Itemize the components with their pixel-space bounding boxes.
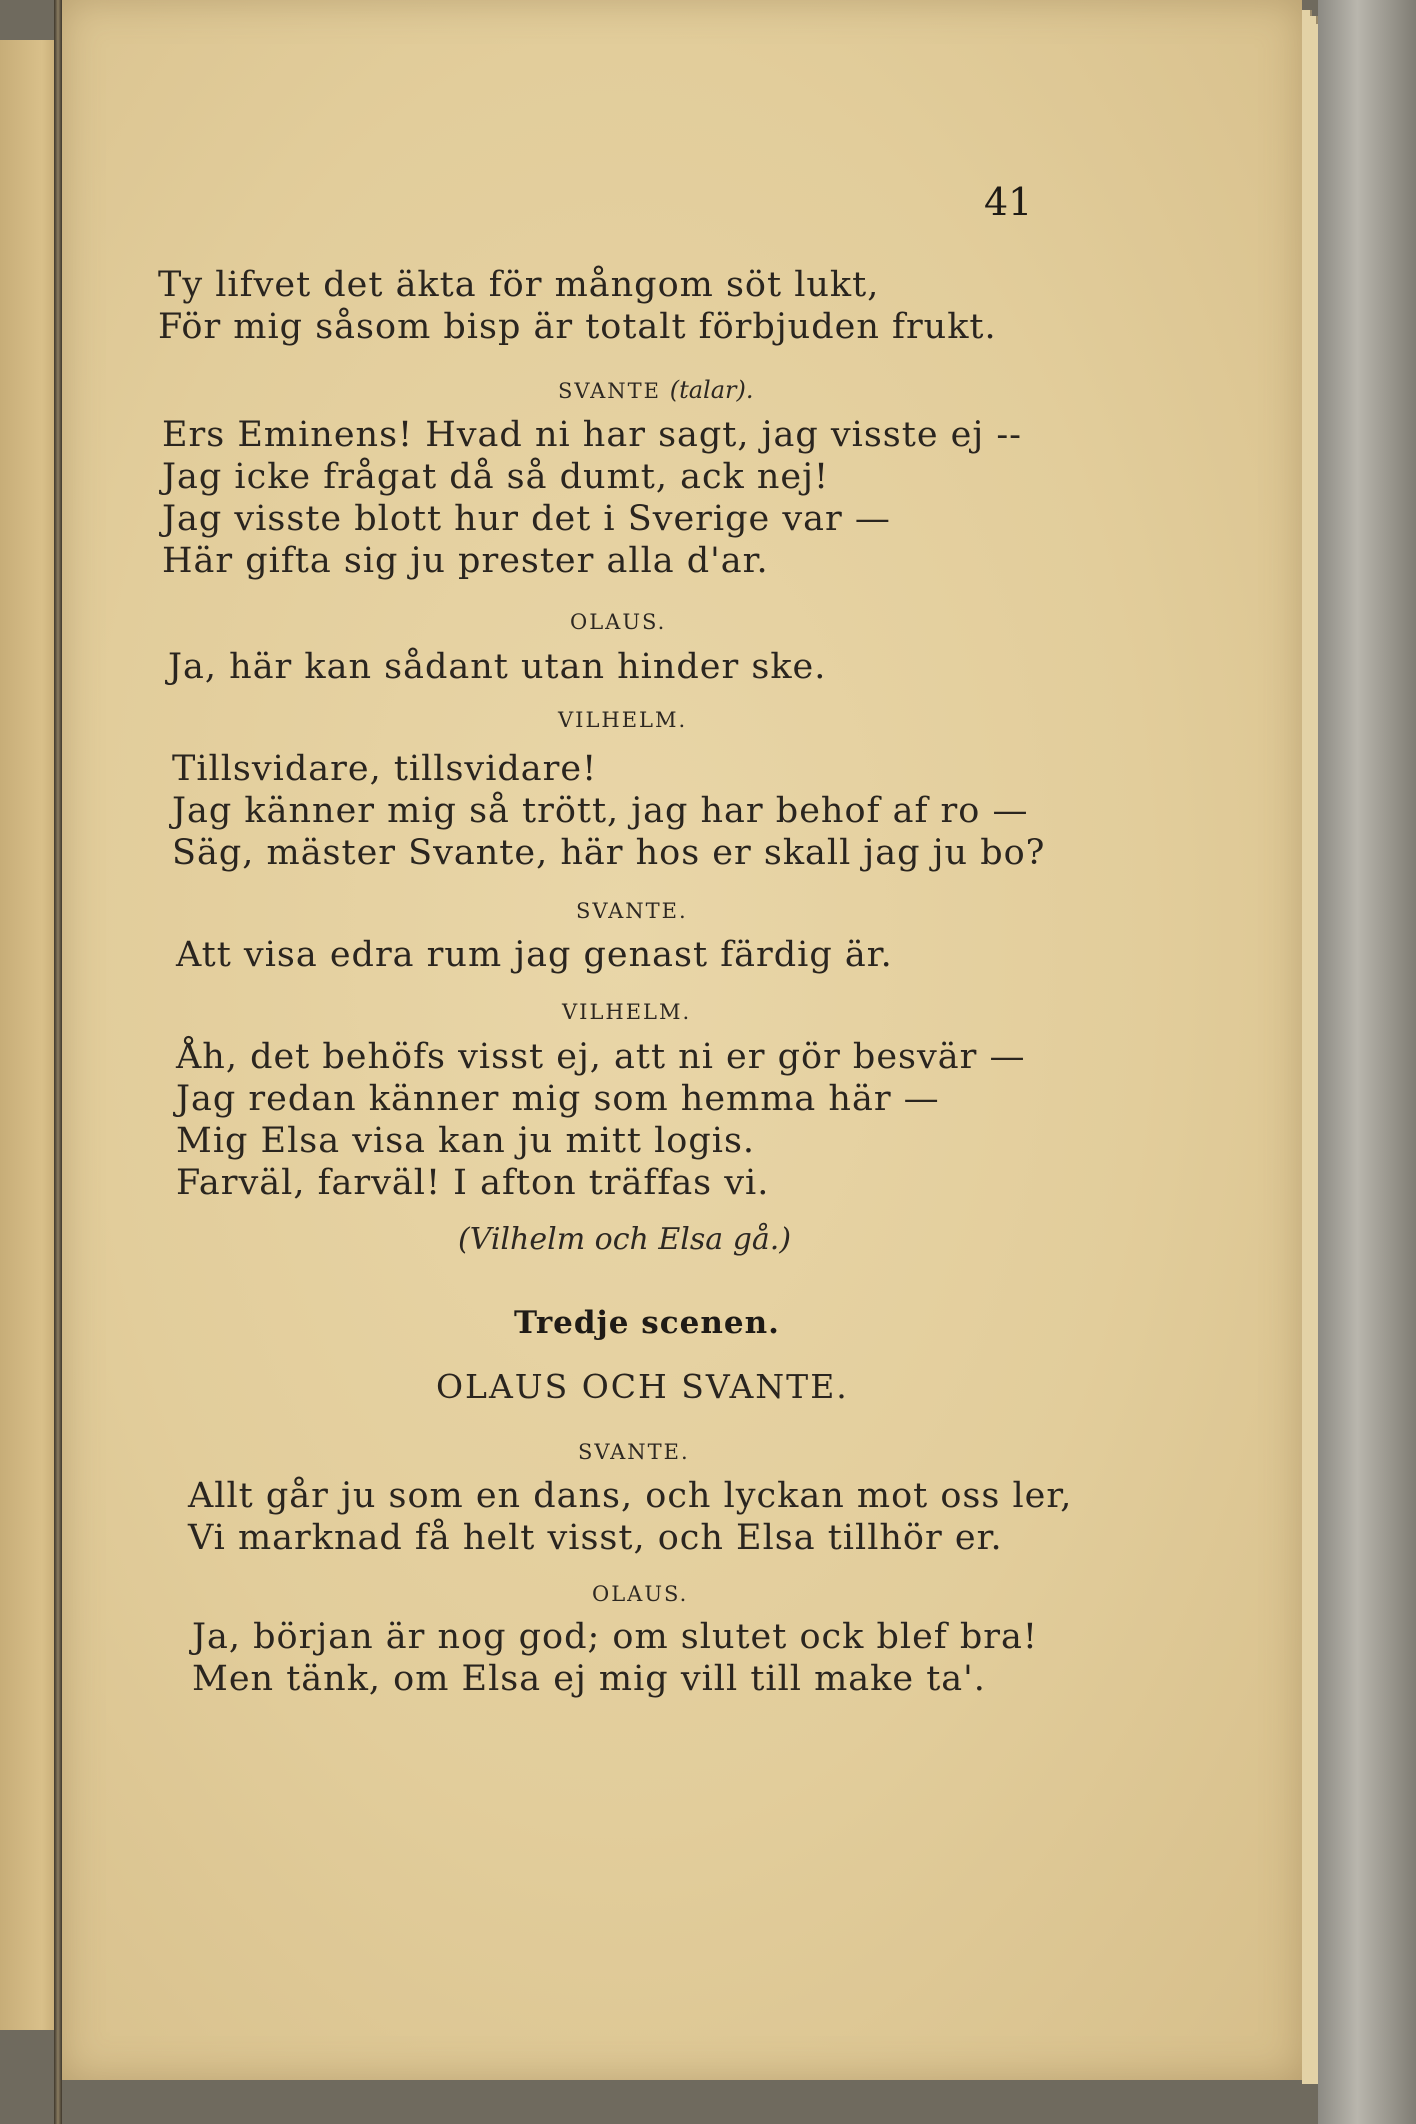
verse-line: Farväl, farväl! I afton träffas vi.: [176, 1163, 770, 1203]
verse-line: Vi marknad få helt visst, och Elsa tillhör er.: [188, 1518, 1003, 1558]
book-cover-edge: [1318, 0, 1416, 2124]
verse-line: Mig Elsa visa kan ju mitt logis.: [176, 1121, 756, 1161]
speaker-label: VILHELM.: [558, 708, 688, 732]
verse-line: Tillsvidare, tillsvidare!: [172, 749, 598, 789]
verse-line: Jag redan känner mig som hemma här —: [176, 1079, 940, 1119]
verse-line: Men tänk, om Elsa ej mig vill till make ta'.: [192, 1659, 986, 1699]
verse-line: Ers Eminens! Hvad ni har sagt, jag visste ej --: [162, 415, 1022, 455]
verse-line: Åh, det behöfs visst ej, att ni er gör besvär —: [176, 1037, 1026, 1077]
speaker-label: OLAUS.: [570, 610, 667, 634]
stage-direction: (Vilhelm och Elsa gå.): [458, 1222, 792, 1257]
speaker-name: SVANTE: [558, 379, 662, 403]
verse-line: Jag icke frågat då så dumt, ack nej!: [162, 457, 830, 497]
speaker-direction: (talar).: [669, 376, 754, 404]
speaker-label: OLAUS.: [592, 1582, 689, 1606]
speaker-label: VILHELM.: [562, 1000, 692, 1024]
speaker-label: [558, 376, 753, 404]
page-number: 41: [984, 180, 1033, 224]
verse-line: Jag känner mig så trött, jag har behof af ro —: [172, 791, 1029, 831]
verse-line: Här gifta sig ju prester alla d'ar.: [162, 541, 769, 581]
book-page: [62, 0, 1302, 2080]
book-spine: [54, 0, 62, 2124]
speaker-label: SVANTE.: [576, 899, 688, 923]
verse-line: Jag visste blott hur det i Sverige var —: [162, 499, 891, 539]
verse-line: Ja, början är nog god; om slutet ock blef bra!: [192, 1617, 1038, 1657]
speaker-label: SVANTE.: [578, 1440, 690, 1464]
verse-line: Ja, här kan sådant utan hinder ske.: [168, 647, 827, 687]
verse-line: Säg, mäster Svante, här hos er skall jag ju bo?: [172, 833, 1046, 873]
verse-line: För mig såsom bisp är totalt förbjuden frukt.: [158, 307, 997, 347]
verse-line: Att visa edra rum jag genast färdig är.: [176, 935, 893, 975]
scene-characters: OLAUS OCH SVANTE.: [436, 1367, 849, 1406]
verse-line: Ty lifvet det äkta för mångom söt lukt,: [158, 265, 880, 305]
scene-title: Tredje scenen.: [514, 1305, 780, 1341]
verse-line: Allt går ju som en dans, och lyckan mot oss ler,: [188, 1476, 1073, 1516]
